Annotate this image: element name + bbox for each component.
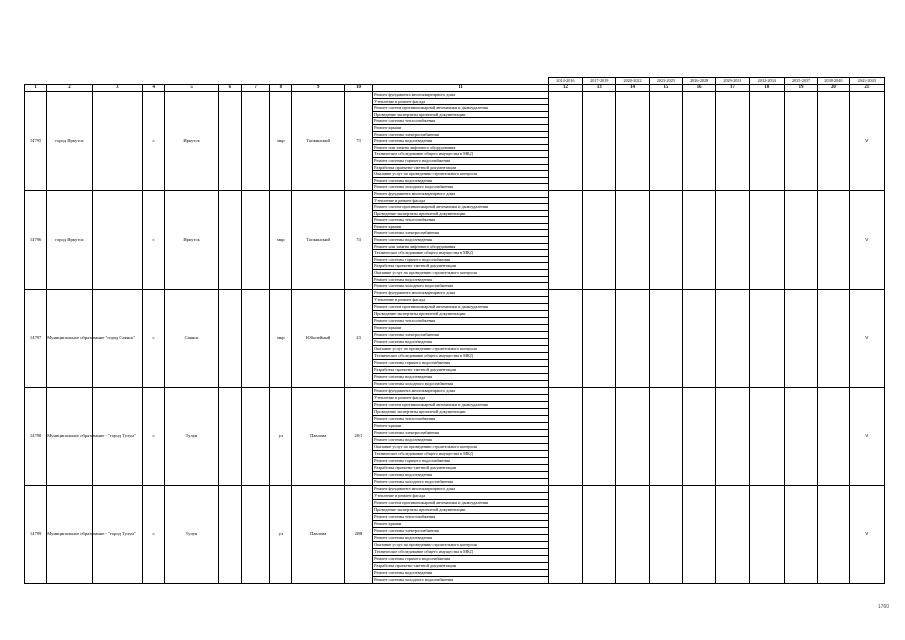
work-item: Ремонт фундамента многоквартирного дома: [373, 290, 548, 297]
work-item: Утепление и ремонт фасада: [373, 297, 548, 304]
period-header-cell: 2029-2031: [716, 78, 749, 85]
period-mark-cell: V: [849, 92, 885, 191]
period-cell-empty: [749, 485, 784, 583]
work-item: Ремонт систем противопожарной автоматики и дымоудаления: [373, 304, 548, 311]
empty-cell: [241, 289, 269, 387]
street-cell: Павлова: [292, 387, 344, 485]
period-cell-empty: [749, 289, 784, 387]
period-cell-empty: [716, 190, 749, 289]
period-cell-empty: [818, 190, 849, 289]
column-number-cell: 16: [683, 85, 716, 92]
municipality-cell: Муниципальное образование - "город Тулун": [47, 387, 92, 485]
street-cell: Топкинский: [292, 190, 344, 289]
work-item: Ремонт систем противопожарной автоматики и дымоудаления: [373, 402, 548, 409]
work-item: Ремонт системы теплоснабжения: [373, 118, 548, 125]
column-number-cell: 10: [344, 85, 372, 92]
work-item: Ремонт системы водоотведения: [373, 237, 548, 244]
work-item: Ремонт систем противопожарной автоматики и дымоудаления: [373, 105, 548, 112]
work-item: Ремонт систем противопожарной автоматики и дымоудаления: [373, 204, 548, 211]
work-item: Разработка проектно-сметной документации: [373, 263, 548, 270]
column-number-cell: 9: [292, 85, 344, 92]
period-cell-empty: [649, 92, 682, 191]
settlement-cell: [218, 289, 241, 387]
work-item: Разработка проектно-сметной документации: [373, 465, 548, 472]
work-item: Ремонт системы горячего водоснабжения: [373, 360, 548, 367]
period-cell-empty: [583, 190, 616, 289]
period-cell-empty: [683, 485, 716, 583]
column-number-cell: 13: [583, 85, 616, 92]
work-item: Техническое обследование общего имущества в МКД: [373, 151, 548, 158]
period-cell-empty: [716, 289, 749, 387]
page-number: 1760: [877, 604, 889, 610]
street-type-cell: мкр: [270, 92, 292, 191]
city-type-cell: г.: [143, 190, 165, 289]
house-number-cell: 23: [344, 289, 372, 387]
empty-cell: [241, 190, 269, 289]
period-cell-empty: [649, 289, 682, 387]
work-item: Ремонт системы электроснабжения: [373, 430, 548, 437]
work-item: Проведение экспертизы проектной документации: [373, 507, 548, 514]
city-cell: Саянск: [165, 289, 218, 387]
work-item: Ремонт системы водоотведения: [373, 138, 548, 145]
city-type-cell: г.: [143, 92, 165, 191]
period-cell-empty: [548, 92, 582, 191]
municipality-cell: Муниципальное образование - "город Тулун": [47, 485, 92, 583]
period-cell-empty: [583, 387, 616, 485]
city-cell: Иркутск: [165, 190, 218, 289]
work-item: Оказание услуг по проведению строительного контроля: [373, 270, 548, 277]
work-item: Ремонт системы холодного водоснабжения: [374, 576, 453, 582]
work-item: Техническое обследование общего имущества в МКД: [373, 353, 548, 360]
table-row: [25, 190, 885, 289]
work-item: Ремонт системы электроснабжения: [373, 132, 548, 139]
work-item: Ремонт системы водоотведения: [373, 437, 548, 444]
record-id-cell: 14795: [25, 92, 47, 191]
work-item: Ремонт систем противопожарной автоматики и дымоудаления: [373, 500, 548, 507]
period-cell-empty: [818, 387, 849, 485]
works-list-cell: [373, 92, 549, 191]
empty-cell: [241, 485, 269, 583]
work-item: Ремонт крыши: [373, 125, 548, 132]
works-list-cell: [373, 387, 549, 485]
works-list-cell: [373, 289, 549, 387]
work-item: Ремонт фундамента многоквартирного дома: [373, 92, 548, 99]
work-item: Ремонт системы водоотведения: [373, 535, 548, 542]
period-cell-empty: [548, 190, 582, 289]
work-item: Разработка проектно-сметной документации: [373, 165, 548, 172]
work-item: Ремонт системы теплоснабжения: [373, 514, 548, 521]
work-item: Ремонт фундамента многоквартирного дома: [373, 486, 548, 493]
period-cell-empty: [649, 387, 682, 485]
period-cell-empty: [583, 92, 616, 191]
settlement-cell: [218, 92, 241, 191]
period-cell-empty: [749, 190, 784, 289]
work-item: Ремонт системы водоотведения: [373, 472, 548, 479]
street-type-cell: ул: [270, 387, 292, 485]
work-item: Оказание услуг по проведению строительного контроля: [373, 346, 548, 353]
period-cell-empty: [818, 289, 849, 387]
work-item: Ремонт системы водоотведения: [373, 178, 548, 185]
period-cell-empty: [649, 190, 682, 289]
period-cell-empty: [818, 92, 849, 191]
work-item: Ремонт системы холодного водоснабжения: [374, 478, 453, 484]
work-item: Ремонт системы холодного водоснабжения: [374, 283, 453, 289]
house-number-cell: 74: [344, 190, 372, 289]
work-item: Проведение экспертизы проектной документации: [373, 409, 548, 416]
work-item: Ремонт фундамента многоквартирного дома: [373, 388, 548, 395]
column-number-cell: 18: [749, 85, 784, 92]
column-number-cell: 17: [716, 85, 749, 92]
period-cell-empty: [649, 485, 682, 583]
house-number-cell: 73: [344, 92, 372, 191]
street-type-cell: мкр: [270, 289, 292, 387]
column-number-cell: 15: [649, 85, 682, 92]
period-cell-empty: [683, 190, 716, 289]
record-id-cell: 14796: [25, 190, 47, 289]
work-item: Оказание услуг по проведению строительного контроля: [373, 542, 548, 549]
header-blank-cell: [241, 78, 269, 85]
column-number-cell: 19: [784, 85, 817, 92]
work-item: Ремонт крыши: [373, 423, 548, 430]
street-type-cell: ул: [270, 485, 292, 583]
period-cell-empty: [784, 289, 817, 387]
municipality-cell: Муниципальное образование "город Саянск": [47, 289, 92, 387]
work-item: Утепление и ремонт фасада: [373, 99, 548, 106]
work-item: Разработка проектно-сметной документации: [373, 367, 548, 374]
header-blank-cell: [292, 78, 344, 85]
table-row: [25, 289, 885, 387]
period-cell-empty: [749, 387, 784, 485]
table-row: [25, 387, 885, 485]
work-item: Ремонт крыши: [373, 521, 548, 528]
work-item: Ремонт системы водоотведения: [373, 374, 548, 381]
work-item: Разработка проектно-сметной документации: [373, 563, 548, 570]
period-cell-empty: [716, 92, 749, 191]
work-item: Проведение экспертизы проектной документации: [373, 112, 548, 119]
period-cell-empty: [784, 92, 817, 191]
work-item: Проведение экспертизы проектной документации: [373, 211, 548, 218]
period-header-cell: 2038-2040: [818, 78, 849, 85]
work-item: Техническое обследование общего имущества в МКД: [373, 549, 548, 556]
record-id-cell: 14798: [25, 387, 47, 485]
record-id-cell: 14797: [25, 289, 47, 387]
table-row: [25, 485, 885, 583]
period-cell-empty: [716, 387, 749, 485]
period-header-cell: 2014-2016: [548, 78, 582, 85]
city-cell: Тулун: [165, 387, 218, 485]
work-item: Ремонт системы холодного водоснабжения: [374, 184, 453, 190]
column-number-cell: 1: [25, 85, 47, 92]
work-item: Утепление и ремонт фасада: [373, 493, 548, 500]
period-cell-empty: [616, 485, 649, 583]
column-number-cell: 4: [143, 85, 165, 92]
period-cell-empty: [616, 190, 649, 289]
work-item: Ремонт системы водоотведения: [373, 570, 548, 577]
work-item: Ремонт крыши: [373, 224, 548, 231]
work-item: Утепление и ремонт фасада: [373, 395, 548, 402]
work-item: Ремонт или замена лифтового оборудования: [373, 145, 548, 152]
works-list-cell: [373, 485, 549, 583]
work-item: Ремонт фундамента многоквартирного дома: [373, 191, 548, 198]
period-header-cell: 2017-2019: [583, 78, 616, 85]
header-blank-cell: [270, 78, 292, 85]
header-blank-cell: [143, 78, 165, 85]
period-cell-empty: [548, 485, 582, 583]
period-header-cell: 2041-2043: [849, 78, 885, 85]
work-item: Оказание услуг по проведению строительного контроля: [373, 444, 548, 451]
column-number-cell: 20: [818, 85, 849, 92]
district-cell: [92, 92, 142, 191]
house-number-cell: 20В: [344, 485, 372, 583]
district-cell: [92, 190, 142, 289]
work-item: Ремонт системы горячего водоснабжения: [373, 257, 548, 264]
work-item: Ремонт системы теплоснабжения: [373, 217, 548, 224]
work-item: Ремонт системы холодного водоснабжения: [374, 380, 453, 386]
house-number-cell: 20/1: [344, 387, 372, 485]
work-item: Ремонт крыши: [373, 325, 548, 332]
work-item: Ремонт системы электроснабжения: [373, 230, 548, 237]
header-blank-cell: [344, 78, 372, 85]
column-number-cell: 2: [47, 85, 92, 92]
period-cell-empty: [548, 387, 582, 485]
period-header-cell: 2032-2034: [749, 78, 784, 85]
header-blank-cell: [47, 78, 92, 85]
period-cell-empty: [616, 387, 649, 485]
city-type-cell: г.: [143, 485, 165, 583]
period-header-cell: 2026-2028: [683, 78, 716, 85]
settlement-cell: [218, 190, 241, 289]
period-header-cell: 2023-2025: [649, 78, 682, 85]
period-cell-empty: [583, 485, 616, 583]
period-cell-empty: [683, 387, 716, 485]
capital-repair-table: [24, 77, 885, 584]
work-item: Ремонт системы электроснабжения: [373, 332, 548, 339]
municipality-cell: город Иркутск: [47, 92, 92, 191]
street-cell: Топкинский: [292, 92, 344, 191]
period-cell-empty: [548, 289, 582, 387]
period-cell-empty: [784, 485, 817, 583]
column-number-cell: 7: [241, 85, 269, 92]
empty-cell: [241, 387, 269, 485]
work-item: Ремонт системы водоотведения: [373, 339, 548, 346]
work-item: Ремонт системы теплоснабжения: [373, 318, 548, 325]
column-number-cell: 12: [548, 85, 582, 92]
period-cell-empty: [616, 289, 649, 387]
period-cell-empty: [583, 289, 616, 387]
column-number-cell: 8: [270, 85, 292, 92]
settlement-cell: [218, 387, 241, 485]
works-list-cell: [373, 190, 549, 289]
street-cell: Юбилейный: [292, 289, 344, 387]
column-number-row: [25, 85, 885, 92]
period-cell-empty: [683, 289, 716, 387]
period-header-cell: 2035-2037: [784, 78, 817, 85]
work-item: Техническое обследование общего имущества в МКД: [373, 250, 548, 257]
settlement-cell: [218, 485, 241, 583]
period-cell-empty: [716, 485, 749, 583]
period-cell-empty: [749, 92, 784, 191]
work-item: Техническое обследование общего имущества в МКД: [373, 451, 548, 458]
period-cell-empty: [818, 485, 849, 583]
column-number-cell: 5: [165, 85, 218, 92]
municipality-cell: город Иркутск: [47, 190, 92, 289]
period-mark-cell: V: [849, 387, 885, 485]
work-item: Проведение экспертизы проектной документации: [373, 311, 548, 318]
street-type-cell: мкр: [270, 190, 292, 289]
work-item: Ремонт системы электроснабжения: [373, 528, 548, 535]
work-item: Ремонт или замена лифтового оборудования: [373, 244, 548, 251]
column-number-cell: 3: [92, 85, 142, 92]
header-blank-cell: [92, 78, 142, 85]
city-type-cell: г.: [143, 387, 165, 485]
period-cell-empty: [784, 387, 817, 485]
period-header-row: [25, 78, 885, 85]
work-item: Ремонт системы водоотведения: [373, 277, 548, 284]
period-cell-empty: [784, 190, 817, 289]
city-cell: Иркутск: [165, 92, 218, 191]
table-row: [25, 92, 885, 191]
header-blank-cell: [373, 78, 549, 85]
period-mark-cell: V: [849, 485, 885, 583]
column-number-cell: 14: [616, 85, 649, 92]
header-blank-cell: [165, 78, 218, 85]
work-item: Ремонт системы горячего водоснабжения: [373, 458, 548, 465]
work-item: Ремонт системы горячего водоснабжения: [373, 158, 548, 165]
period-cell-empty: [616, 92, 649, 191]
column-number-cell: 21: [849, 85, 885, 92]
column-number-cell: 11: [373, 85, 549, 92]
period-mark-cell: V: [849, 190, 885, 289]
column-number-cell: 6: [218, 85, 241, 92]
period-cell-empty: [683, 92, 716, 191]
city-cell: Тулун: [165, 485, 218, 583]
city-type-cell: г.: [143, 289, 165, 387]
period-header-cell: 2020-2022: [616, 78, 649, 85]
period-mark-cell: V: [849, 289, 885, 387]
record-id-cell: 14799: [25, 485, 47, 583]
header-blank-cell: [25, 78, 47, 85]
work-item: Ремонт системы теплоснабжения: [373, 416, 548, 423]
empty-cell: [241, 92, 269, 191]
work-item: Утепление и ремонт фасада: [373, 198, 548, 205]
header-blank-cell: [218, 78, 241, 85]
street-cell: Павлова: [292, 485, 344, 583]
work-item: Ремонт системы горячего водоснабжения: [373, 556, 548, 563]
work-item: Оказание услуг по проведению строительного контроля: [373, 171, 548, 178]
